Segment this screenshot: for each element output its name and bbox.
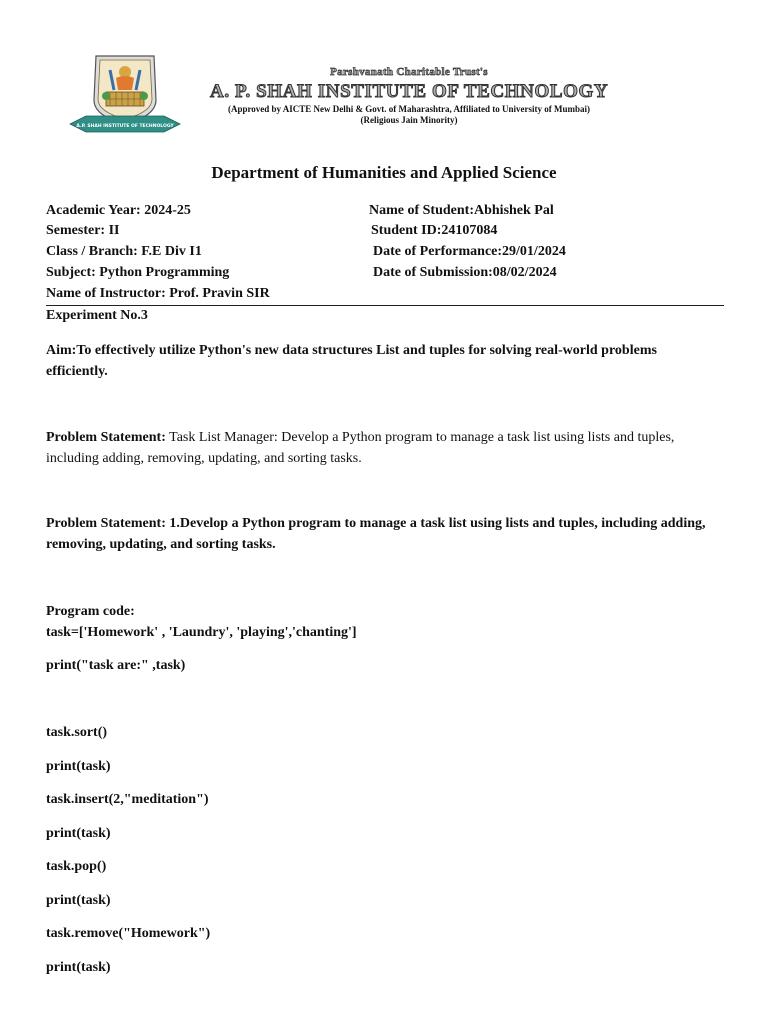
trust-name: Parshvanath Charitable Trust's	[330, 66, 488, 78]
code-line: print(task)	[46, 826, 111, 841]
program-code-label: Program code:	[46, 604, 135, 619]
minority-text: (Religious Jain Minority)	[360, 115, 458, 125]
department-title: Department of Humanities and Applied Science	[211, 163, 557, 182]
code-line: task=['Homework' , 'Laundry', 'playing','chanting']	[46, 625, 357, 640]
code-line: task.sort()	[46, 725, 108, 740]
experiment-number: Experiment No.3	[46, 308, 148, 323]
code-line: task.remove("Homework")	[46, 926, 211, 941]
semester: Semester: II	[46, 223, 120, 238]
institute-name: A. P. SHAH INSTITUTE OF TECHNOLOGY	[210, 81, 609, 102]
class-branch: Class / Branch: F.E Div I1	[46, 244, 202, 259]
code-line: task.pop()	[46, 859, 107, 874]
academic-year: Academic Year: 2024-25	[46, 203, 191, 218]
header-divider	[46, 305, 724, 306]
problem-statement-label: Problem Statement:	[46, 430, 166, 445]
institute-logo	[66, 50, 184, 142]
problem-statement-1	[46, 427, 722, 469]
code-line: print(task)	[46, 960, 111, 975]
code-line: print(task)	[46, 759, 111, 774]
instructor: Name of Instructor: Prof. Pravin SIR	[46, 286, 270, 301]
problem-statement-text: Task List Manager: Develop a Python program to manage a task list using lists and tuples, including adding, removing, updating, and sorting tasks.	[46, 430, 675, 466]
date-of-submission: Date of Submission:08/02/2024	[373, 265, 557, 280]
approval-text: (Approved by AICTE New Delhi & Govt. of Maharashtra, Affiliated to University of Mumbai)	[227, 104, 591, 114]
student-name: Name of Student:Abhishek Pal	[369, 203, 554, 218]
code-line: print("task are:" ,task)	[46, 658, 186, 673]
problem-statement-2: Problem Statement: 1.Develop a Python program to manage a task list using lists and tuples, including adding, removing, updating, and sorting tasks.	[46, 516, 706, 552]
student-id: Student ID:24107084	[371, 223, 498, 238]
code-line: print(task)	[46, 893, 111, 908]
date-of-performance: Date of Performance:29/01/2024	[373, 244, 566, 259]
subject: Subject: Python Programming	[46, 265, 230, 280]
logo-ribbon-text: A.P. SHAH INSTITUTE OF TECHNOLOGY	[76, 124, 174, 129]
code-line: task.insert(2,"meditation")	[46, 792, 209, 807]
aim-paragraph: Aim:To effectively utilize Python's new data structures List and tuples for solving real-world problems efficiently.	[46, 343, 657, 379]
